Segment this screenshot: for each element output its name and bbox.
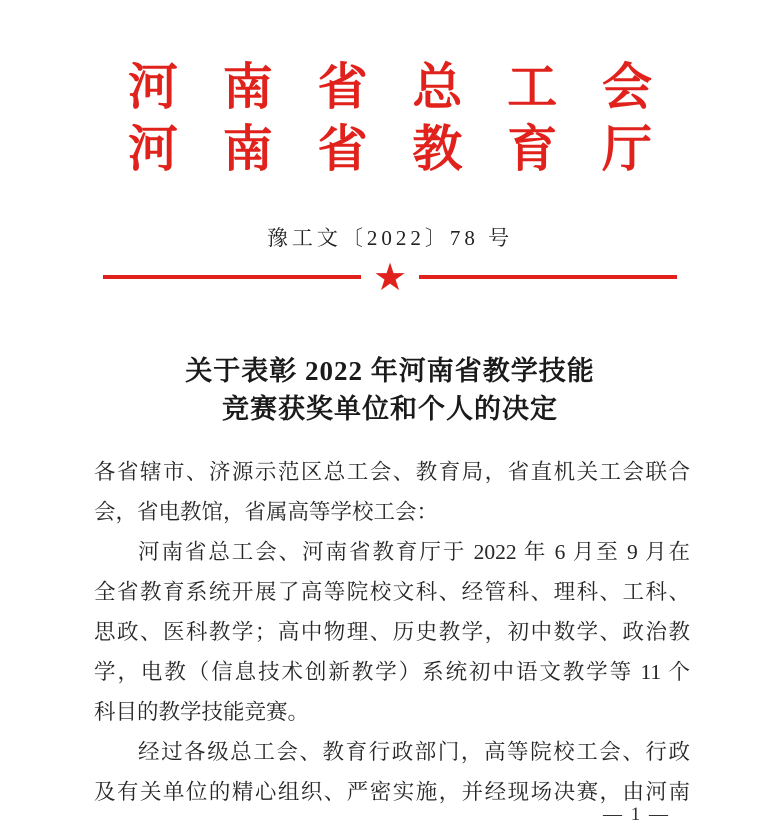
letterhead: [0, 0, 780, 299]
body-line-1: 各省辖市、济源示范区总工会、教育局，省直机关工会联合: [94, 460, 690, 484]
body-line-6: 学，电教（信息技术创新教学）系统初中语文教学等 11 个: [94, 660, 690, 684]
body-line-9: 及有关单位的精心组织、严密实施，并经现场决赛，由河南: [94, 780, 690, 804]
org-name-line-2: 河南省教育厅: [128, 121, 652, 177]
divider-rule-left: [103, 275, 361, 279]
body-line-7: 科目的教学技能竞赛。: [94, 700, 310, 724]
doc-number: 豫工文〔2022〕78 号: [266, 226, 514, 250]
body-line-5: 思政、医科教学；高中物理、历史教学，初中数学、政治教: [94, 620, 690, 644]
body-line-8: 经过各级总工会、教育行政部门，高等院校工会、行政: [138, 740, 690, 764]
document-title: [0, 352, 780, 428]
star-icon: ★: [372, 255, 408, 299]
body-line-3: 河南省总工会、河南省教育厅于 2022 年 6 月至 9 月在: [138, 540, 690, 564]
red-divider: [103, 255, 677, 299]
body-line-4: 全省教育系统开展了高等院校文科、经管科、理科、工科、: [94, 580, 690, 604]
document-body: [94, 452, 690, 812]
org-name-line-1: 河南省总工会: [128, 59, 652, 115]
page-number: — 1 —: [603, 804, 670, 825]
body-line-2: 会，省电教馆，省属高等学校工会：: [94, 500, 439, 524]
document-title-line-2: 竞赛获奖单位和个人的决定: [222, 394, 558, 424]
divider-rule-right: [419, 275, 677, 279]
document-title-line-1: 关于表彰 2022 年河南省教学技能: [185, 356, 595, 386]
